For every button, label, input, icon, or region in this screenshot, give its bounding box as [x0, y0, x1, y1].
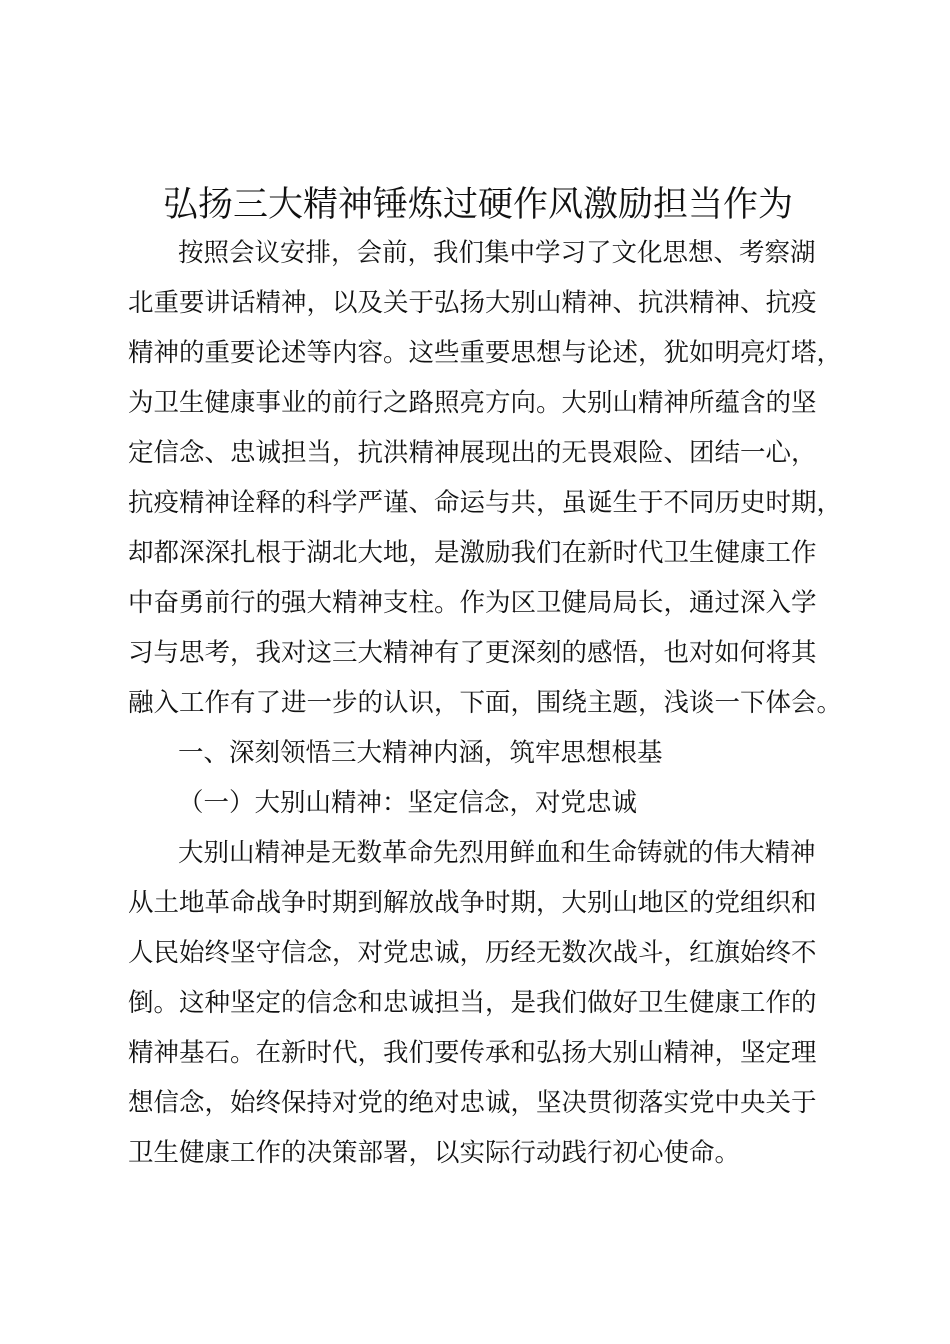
paragraph-line: 倒。这种坚定的信念和忠诚担当，是我们做好卫生健康工作的 [128, 988, 817, 1018]
paragraph-line: 定信念、忠诚担当，抗洪精神展现出的无畏艰险、团结一心， [128, 438, 817, 468]
paragraph-line: 按照会议安排，会前，我们集中学习了文化思想、考察湖 [178, 238, 816, 268]
paragraph-line: 大别山精神是无数革命先烈用鲜血和生命铸就的伟大精神 [178, 838, 816, 868]
paragraph-line: 精神基石。在新时代，我们要传承和弘扬大别山精神，坚定理 [128, 1038, 817, 1068]
paragraph-line: 却都深深扎根于湖北大地，是激励我们在新时代卫生健康工作 [128, 538, 817, 568]
paragraph-line: 从土地革命战争时期到解放战争时期，大别山地区的党组织和 [128, 888, 817, 918]
subsection-heading: （一）大别山精神：坚定信念，对党忠诚 [178, 788, 638, 818]
paragraph-line: 人民始终坚守信念，对党忠诚，历经无数次战斗，红旗始终不 [128, 938, 817, 968]
section-heading: 一、深刻领悟三大精神内涵，筑牢思想根基 [178, 738, 663, 768]
paragraph-line: 想信念，始终保持对党的绝对忠诚，坚决贯彻落实党中央关于 [128, 1088, 817, 1118]
paragraph-line: 融入工作有了进一步的认识，下面，围绕主题，浅谈一下体会。 [128, 688, 843, 718]
document-title: 弘扬三大精神锤炼过硬作风激励担当作为 [162, 185, 793, 225]
paragraph-line: 抗疫精神诠释的科学严谨、命运与共，虽诞生于不同历史时期， [128, 488, 843, 518]
paragraph-line: 中奋勇前行的强大精神支柱。作为区卫健局局长，通过深入学 [128, 588, 817, 618]
paragraph-line: 精神的重要论述等内容。这些重要思想与论述，犹如明亮灯塔， [128, 338, 843, 368]
paragraph-line: 习与思考，我对这三大精神有了更深刻的感悟，也对如何将其 [128, 638, 817, 668]
paragraph-line: 卫生健康工作的决策部署，以实际行动践行初心使命。 [128, 1138, 741, 1168]
paragraph-line: 北重要讲话精神，以及关于弘扬大别山精神、抗洪精神、抗疫 [128, 288, 817, 318]
paragraph-line: 为卫生健康事业的前行之路照亮方向。大别山精神所蕴含的坚 [128, 388, 817, 418]
